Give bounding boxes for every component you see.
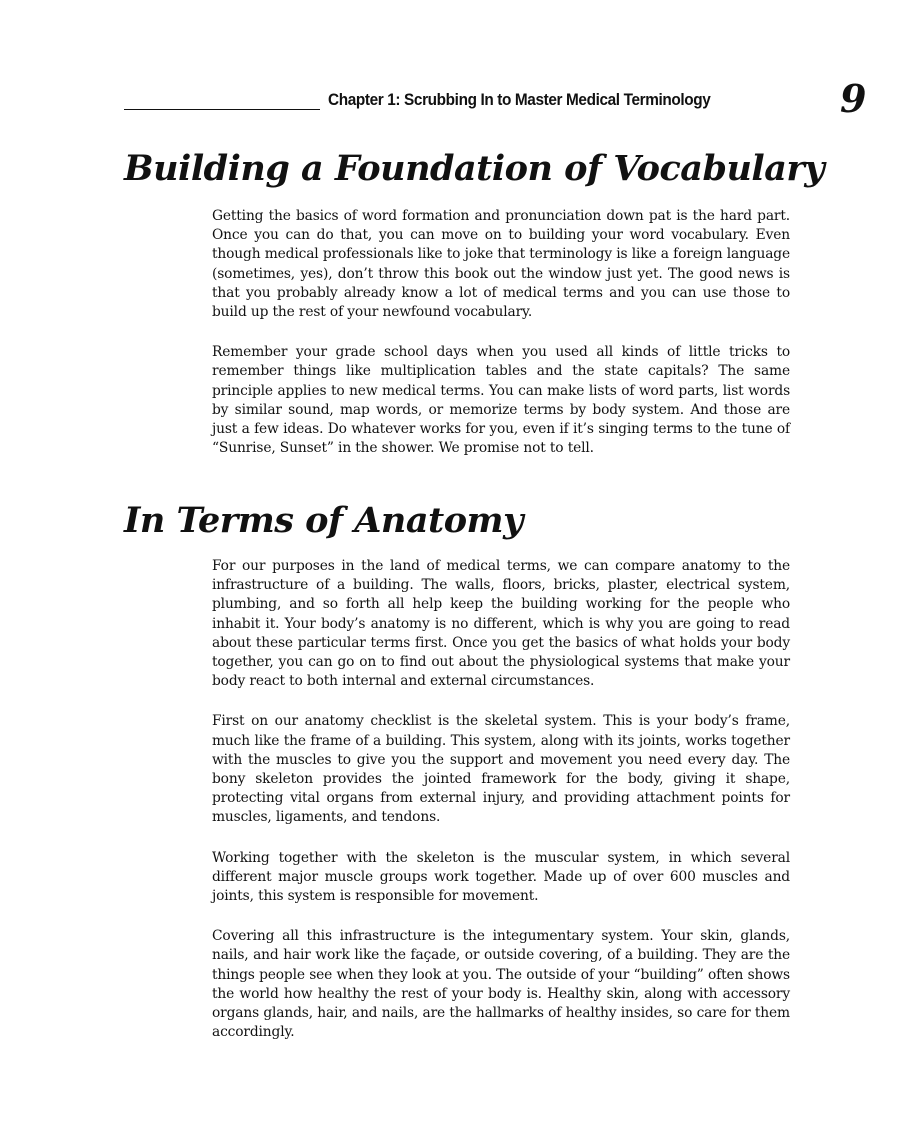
section-heading-anatomy: In Terms of Anatomy	[124, 500, 523, 541]
section-body-anatomy	[212, 557, 790, 1063]
paragraph: Working together with the skeleton is the muscular system, in which several different major muscle groups work together. Made up of over 600 muscles and joints, this system is responsible for movement.	[212, 849, 790, 905]
paragraph: Getting the basics of word formation and pronunciation down pat is the hard part. Once you can do that, you can move on to building your word vocabulary. Even though medical professionals like to joke that terminology is like a foreign language (sometimes, yes), don’t throw this book out the window just yet. The good news is that you probably already know a lot of medical terms and you can use those to build up the rest of your newfound vocabulary.	[212, 208, 790, 321]
paragraph: For our purposes in the land of medical terms, we can compare anatomy to the infrastructure of a building. The walls, floors, bricks, plaster, electrical system, plumbing, and so forth all help keep the building working for the people who inhabit it. Your body’s anatomy is no different, which is why you are going to read about these particular terms first. Once you get the basics of what holds your body together, you can go on to find out about the physiological systems that make your body react to both internal and external circumstances.	[212, 558, 790, 690]
paragraph: Covering all this infrastructure is the integumentary system. Your skin, glands, nails, and hair work like the façade, or outside covering, of a building. They are the things people see when they look at you. The outside of your “building” often shows the world how healthy the rest of your body is. Healthy skin, along with accessory organs glands, hair, and nails, are the hallmarks of healthy insides, so care for them accordingly.	[212, 928, 790, 1041]
header-rule	[124, 109, 320, 110]
section-body-vocabulary	[212, 207, 790, 479]
paragraph: Remember your grade school days when you used all kinds of little tricks to remember things like multiplication tables and the state capitals? The same principle applies to new medical terms. You can make lists of word parts, list words by similar sound, map words, or memorize terms by body system. And those are just a few ideas. Do whatever works for you, even if it’s singing terms to the tune of “Sunrise, Sunset” in the shower. We promise not to tell.	[212, 344, 790, 457]
section-heading-vocabulary: Building a Foundation of Vocabulary	[124, 148, 825, 189]
running-header	[124, 76, 867, 122]
page-number: 9	[840, 76, 867, 121]
chapter-title: Chapter 1: Scrubbing In to Master Medical Terminology	[328, 91, 711, 109]
paragraph: First on our anatomy checklist is the skeletal system. This is your body’s frame, much like the frame of a building. This system, along with its joints, works together with the muscles to give you the support and movement you need every day. The bony skeleton provides the jointed framework for the body, giving it shape, protecting vital organs from external injury, and providing attachment points for muscles, ligaments, and tendons.	[212, 713, 790, 826]
